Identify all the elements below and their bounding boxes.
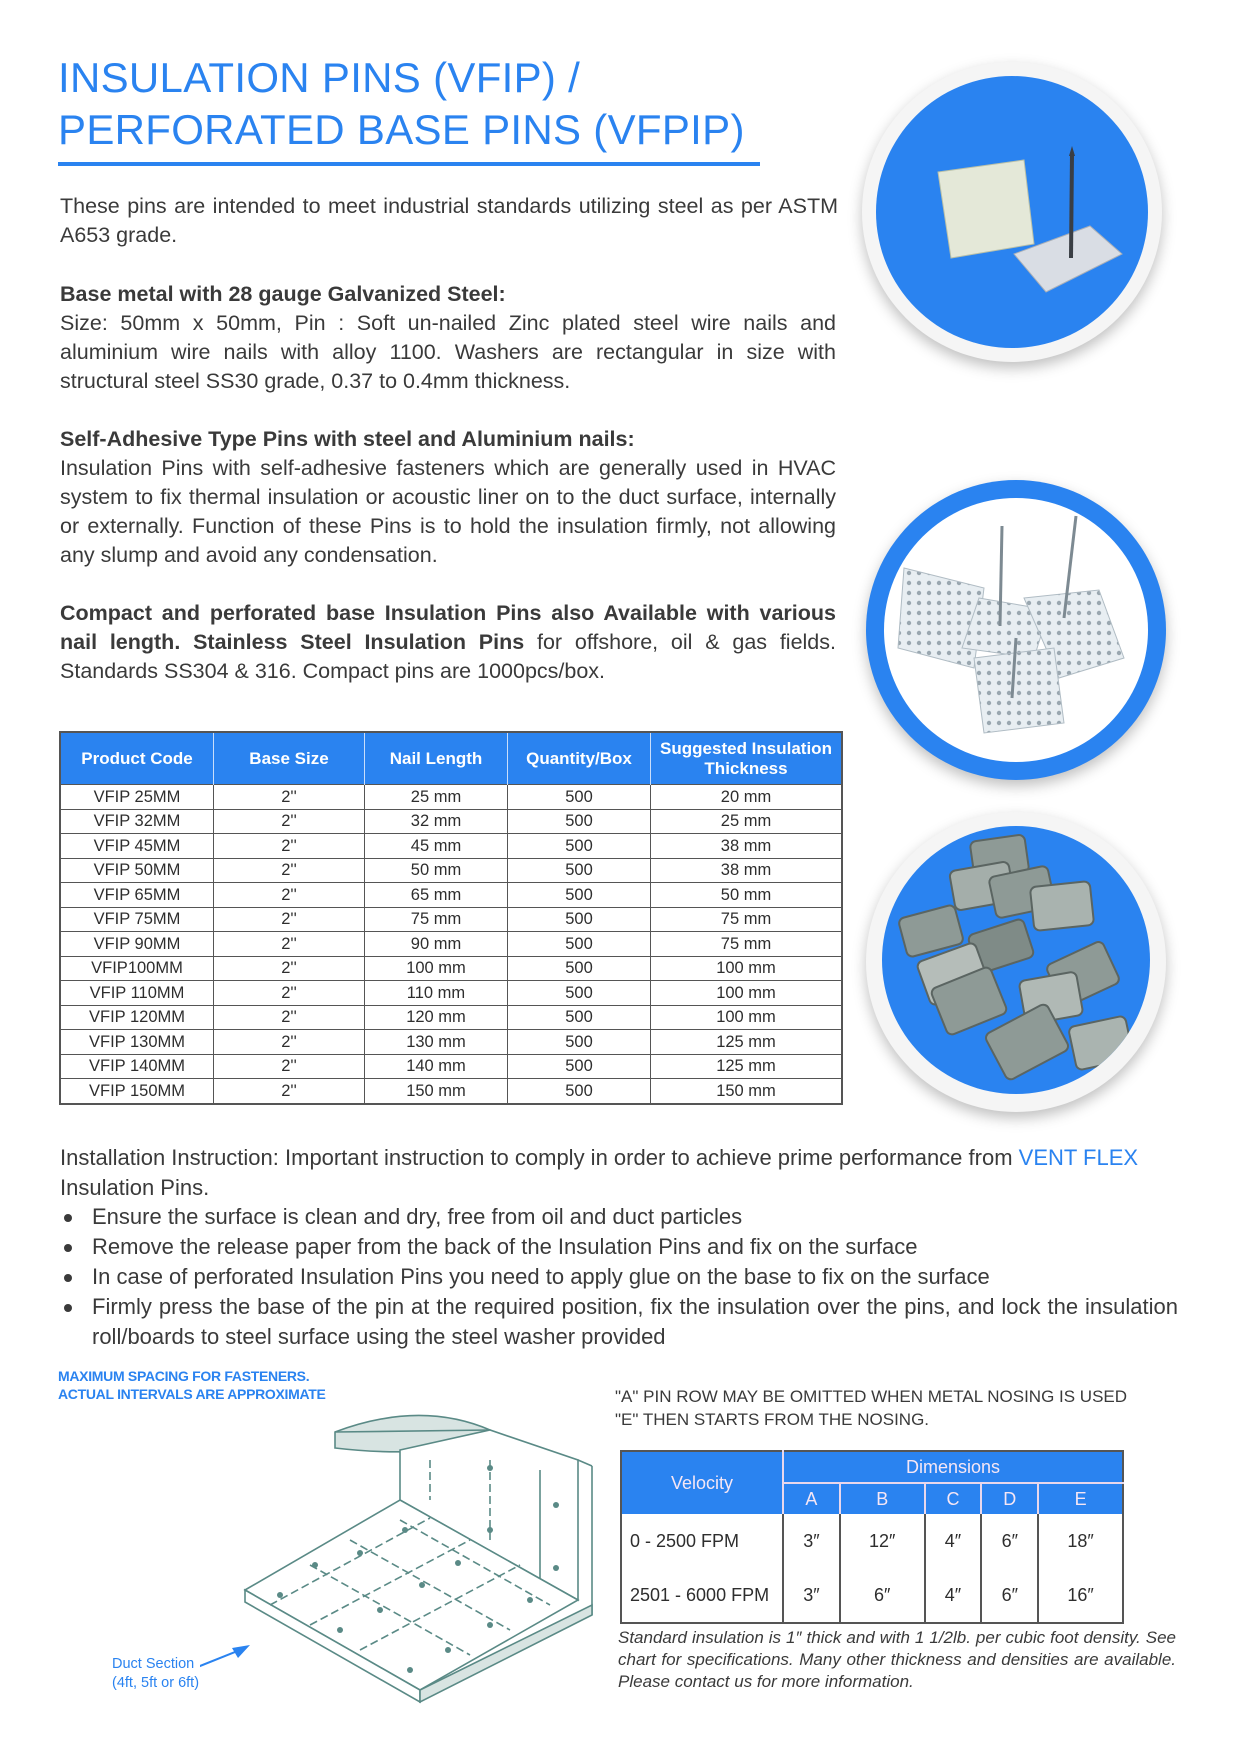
product-table-cell: VFIP 50MM bbox=[60, 858, 214, 883]
product-table-cell: 2'' bbox=[214, 834, 365, 859]
brand-name: VENT FLEX bbox=[1018, 1145, 1139, 1170]
product-table-cell: 150 mm bbox=[365, 1079, 508, 1104]
product-table-cell: 2'' bbox=[214, 907, 365, 932]
product-table-cell: 2'' bbox=[214, 1005, 365, 1030]
product-table-cell: VFIP 75MM bbox=[60, 907, 214, 932]
product-table-cell: 500 bbox=[508, 1030, 651, 1055]
product-table-cell: 65 mm bbox=[365, 883, 508, 908]
product-table-body bbox=[60, 785, 842, 1104]
header-nail-length: Nail Length bbox=[365, 732, 508, 785]
header-dim-b: B bbox=[840, 1483, 925, 1514]
product-table-row bbox=[60, 883, 842, 908]
title-line-2: PERFORATED BASE PINS (VFPIP) bbox=[58, 106, 745, 153]
product-table-row bbox=[60, 907, 842, 932]
nosing-note-line-1: "A" PIN ROW MAY BE OMITTED WHEN METAL NOSING IS USED bbox=[615, 1387, 1128, 1406]
installation-steps-list bbox=[60, 1202, 1178, 1352]
self-adhesive-pin-photo bbox=[862, 62, 1162, 362]
self-adhesive-section bbox=[60, 425, 836, 570]
product-table-cell: 50 mm bbox=[365, 858, 508, 883]
header-dim-e: E bbox=[1038, 1483, 1123, 1514]
duct-section-label bbox=[112, 1655, 199, 1693]
product-table-cell: 120 mm bbox=[365, 1005, 508, 1030]
standard-insulation-note: Standard insulation is 1″ thick and with 1 1/2lb. per cubic foot density. See chart for specifications. Many other thickness and densities are available. Please contact us for more information. bbox=[618, 1628, 1176, 1691]
product-table-cell: 2'' bbox=[214, 956, 365, 981]
duct-label-line-2: (4ft, 5ft or 6ft) bbox=[112, 1675, 200, 1691]
velocity-dimensions-table bbox=[620, 1450, 1124, 1624]
nosing-note-line-2: "E" THEN STARTS FROM THE NOSING. bbox=[615, 1410, 930, 1429]
dim-value: 3″ bbox=[783, 1514, 840, 1568]
product-table-row bbox=[60, 785, 842, 810]
title-line-1: INSULATION PINS (VFIP) / bbox=[58, 54, 581, 101]
dim-value: 3″ bbox=[783, 1568, 840, 1623]
header-product-code: Product Code bbox=[60, 732, 214, 785]
product-table-row bbox=[60, 834, 842, 859]
velocity-row bbox=[621, 1568, 1123, 1623]
product-table-cell: 500 bbox=[508, 1054, 651, 1079]
dim-value: 4″ bbox=[925, 1514, 982, 1568]
product-table-cell: VFIP 140MM bbox=[60, 1054, 214, 1079]
product-table-cell: 500 bbox=[508, 834, 651, 859]
product-table bbox=[59, 731, 843, 1105]
product-table-cell: 140 mm bbox=[365, 1054, 508, 1079]
compact-body-text: for offshore, oil & gas fields. Standards SS304 & 316. Compact pins are 1000pcs/box. bbox=[60, 630, 836, 683]
header-velocity: Velocity bbox=[621, 1451, 783, 1514]
product-table-cell: VFIP 110MM bbox=[60, 981, 214, 1006]
dim-value: 6″ bbox=[840, 1568, 925, 1623]
washers-illustration-icon bbox=[882, 826, 1150, 1094]
product-table-cell: 150 mm bbox=[651, 1079, 843, 1104]
product-table-cell: 130 mm bbox=[365, 1030, 508, 1055]
product-table-cell: 25 mm bbox=[365, 785, 508, 810]
duct-fastener-spacing-diagram bbox=[200, 1400, 600, 1710]
product-table-cell: 500 bbox=[508, 809, 651, 834]
product-table-cell: 500 bbox=[508, 785, 651, 810]
product-table-cell: VFIP100MM bbox=[60, 956, 214, 981]
product-table-cell: 100 mm bbox=[651, 981, 843, 1006]
dim-value: 18″ bbox=[1038, 1514, 1123, 1568]
product-table-cell: 2'' bbox=[214, 883, 365, 908]
product-table-cell: 100 mm bbox=[651, 956, 843, 981]
base-metal-heading: Base metal with 28 gauge Galvanized Steel: bbox=[60, 282, 506, 306]
product-table-row bbox=[60, 956, 842, 981]
product-table-row bbox=[60, 858, 842, 883]
product-table-cell: 38 mm bbox=[651, 858, 843, 883]
product-table-cell: VFIP 130MM bbox=[60, 1030, 214, 1055]
product-table-row bbox=[60, 1079, 842, 1104]
product-table-cell: VFIP 32MM bbox=[60, 809, 214, 834]
product-table-cell: 500 bbox=[508, 981, 651, 1006]
header-insulation-thickness: Suggested Insulation Thickness bbox=[651, 732, 843, 785]
page-title bbox=[58, 52, 778, 156]
product-table-cell: 500 bbox=[508, 932, 651, 957]
product-table-cell: 32 mm bbox=[365, 809, 508, 834]
header-dim-d: D bbox=[981, 1483, 1038, 1514]
product-table-cell: 75 mm bbox=[651, 932, 843, 957]
dim-value: 4″ bbox=[925, 1568, 982, 1623]
product-table-cell: 125 mm bbox=[651, 1030, 843, 1055]
product-table-cell: 75 mm bbox=[651, 907, 843, 932]
product-table-cell: VFIP 25MM bbox=[60, 785, 214, 810]
product-table-cell: VFIP 65MM bbox=[60, 883, 214, 908]
velocity-row bbox=[621, 1514, 1123, 1568]
product-table-row bbox=[60, 809, 842, 834]
header-dim-c: C bbox=[925, 1483, 982, 1514]
self-adhesive-body: Insulation Pins with self-adhesive fasteners which are generally used in HVAC system to fix thermal insulation or acoustic liner on to the duct surface, internally or externally. Function of these Pins is to hold the insulation firmly, not allowing any slump and avoid any condensation. bbox=[60, 456, 836, 567]
base-metal-body: Size: 50mm x 50mm, Pin : Soft un-nailed Zinc plated steel wire nails and aluminium wire nails with alloy 1100. Washers are rectangular in size with structural steel SS30 grade, 0.37 to 0.4mm thickness. bbox=[60, 311, 836, 393]
installation-intro-text: Installation Instruction: Important instruction to comply in order to achieve prime performance from bbox=[60, 1145, 1019, 1170]
product-table-cell: 500 bbox=[508, 956, 651, 981]
product-table-cell: 500 bbox=[508, 907, 651, 932]
nosing-note bbox=[615, 1385, 1127, 1431]
product-table-cell: 25 mm bbox=[651, 809, 843, 834]
product-table-cell: 110 mm bbox=[365, 981, 508, 1006]
product-table-cell: 2'' bbox=[214, 1030, 365, 1055]
product-table-cell: VFIP 90MM bbox=[60, 932, 214, 957]
product-table-cell: 20 mm bbox=[651, 785, 843, 810]
pin-illustration-icon bbox=[876, 76, 1148, 348]
product-table-cell: 500 bbox=[508, 883, 651, 908]
installation-step: Firmly press the base of the pin at the required position, fix the insulation over the pins, and lock the insulation roll/boards to steel surface using the steel washer provided bbox=[60, 1292, 1178, 1352]
product-table-row bbox=[60, 1005, 842, 1030]
product-table-cell: 500 bbox=[508, 1079, 651, 1104]
product-table-row bbox=[60, 932, 842, 957]
spacing-note-line-1: MAXIMUM SPACING FOR FASTENERS. bbox=[58, 1368, 310, 1384]
velocity-range: 2501 - 6000 FPM bbox=[630, 1584, 770, 1605]
product-table-cell: 2'' bbox=[214, 981, 365, 1006]
product-table-cell: 2'' bbox=[214, 932, 365, 957]
product-table-cell: 500 bbox=[508, 858, 651, 883]
dim-value: 16″ bbox=[1038, 1568, 1123, 1623]
dim-value: 6″ bbox=[981, 1514, 1038, 1568]
header-base-size: Base Size bbox=[214, 732, 365, 785]
header-quantity-box: Quantity/Box bbox=[508, 732, 651, 785]
compact-section bbox=[60, 599, 836, 686]
product-table-row bbox=[60, 1030, 842, 1055]
product-table-cell: 75 mm bbox=[365, 907, 508, 932]
base-metal-section bbox=[60, 280, 836, 396]
product-table-cell: 100 mm bbox=[365, 956, 508, 981]
product-table-cell: 2'' bbox=[214, 785, 365, 810]
spacing-note-line-2: ACTUAL INTERVALS ARE APPROXIMATE bbox=[58, 1386, 326, 1402]
installation-step: Ensure the surface is clean and dry, free from oil and duct particles bbox=[60, 1202, 1178, 1232]
header-dimensions: Dimensions bbox=[783, 1451, 1123, 1483]
product-table-cell: 45 mm bbox=[365, 834, 508, 859]
product-table-cell: 2'' bbox=[214, 1054, 365, 1079]
dim-value: 12″ bbox=[840, 1514, 925, 1568]
product-table-cell: 50 mm bbox=[651, 883, 843, 908]
steel-washers-photo bbox=[866, 812, 1166, 1112]
product-table-cell: 38 mm bbox=[651, 834, 843, 859]
perforated-base-pins-photo bbox=[866, 480, 1166, 780]
compact-bold-text: Compact and perforated base Insulation Pins also Available with various nail length. Stainless Steel Insulation Pins bbox=[60, 601, 836, 654]
self-adhesive-heading: Self-Adhesive Type Pins with steel and Aluminium nails: bbox=[60, 427, 635, 451]
product-table-cell: 2'' bbox=[214, 809, 365, 834]
duct-label-line-1: Duct Section bbox=[112, 1656, 195, 1672]
product-table-cell: 2'' bbox=[214, 1079, 365, 1104]
fastener-spacing-note bbox=[58, 1367, 326, 1403]
product-table-cell: VFIP 120MM bbox=[60, 1005, 214, 1030]
dim-value: 6″ bbox=[981, 1568, 1038, 1623]
product-table-cell: 100 mm bbox=[651, 1005, 843, 1030]
product-table-cell: 90 mm bbox=[365, 932, 508, 957]
product-table-cell: 125 mm bbox=[651, 1054, 843, 1079]
product-table-cell: VFIP 45MM bbox=[60, 834, 214, 859]
product-table-cell: VFIP 150MM bbox=[60, 1079, 214, 1104]
product-table-cell: 500 bbox=[508, 1005, 651, 1030]
product-table-row bbox=[60, 1054, 842, 1079]
product-table-cell: 2'' bbox=[214, 858, 365, 883]
installation-intro bbox=[60, 1143, 1175, 1203]
installation-step: In case of perforated Insulation Pins you need to apply glue on the base to fix on the surface bbox=[60, 1262, 1178, 1292]
product-table-row bbox=[60, 981, 842, 1006]
installation-intro-end: Insulation Pins. bbox=[60, 1175, 210, 1200]
perforated-pins-illustration-icon bbox=[884, 498, 1148, 762]
header-dim-a: A bbox=[783, 1483, 840, 1514]
velocity-range: 0 - 2500 FPM bbox=[630, 1530, 740, 1551]
intro-paragraph: These pins are intended to meet industrial standards utilizing steel as per ASTM A653 grade. bbox=[60, 194, 838, 247]
product-table-header bbox=[60, 732, 842, 785]
title-underline bbox=[58, 162, 760, 166]
duct-diagram-icon bbox=[200, 1400, 600, 1710]
installation-step: Remove the release paper from the back of the Insulation Pins and fix on the surface bbox=[60, 1232, 1178, 1262]
